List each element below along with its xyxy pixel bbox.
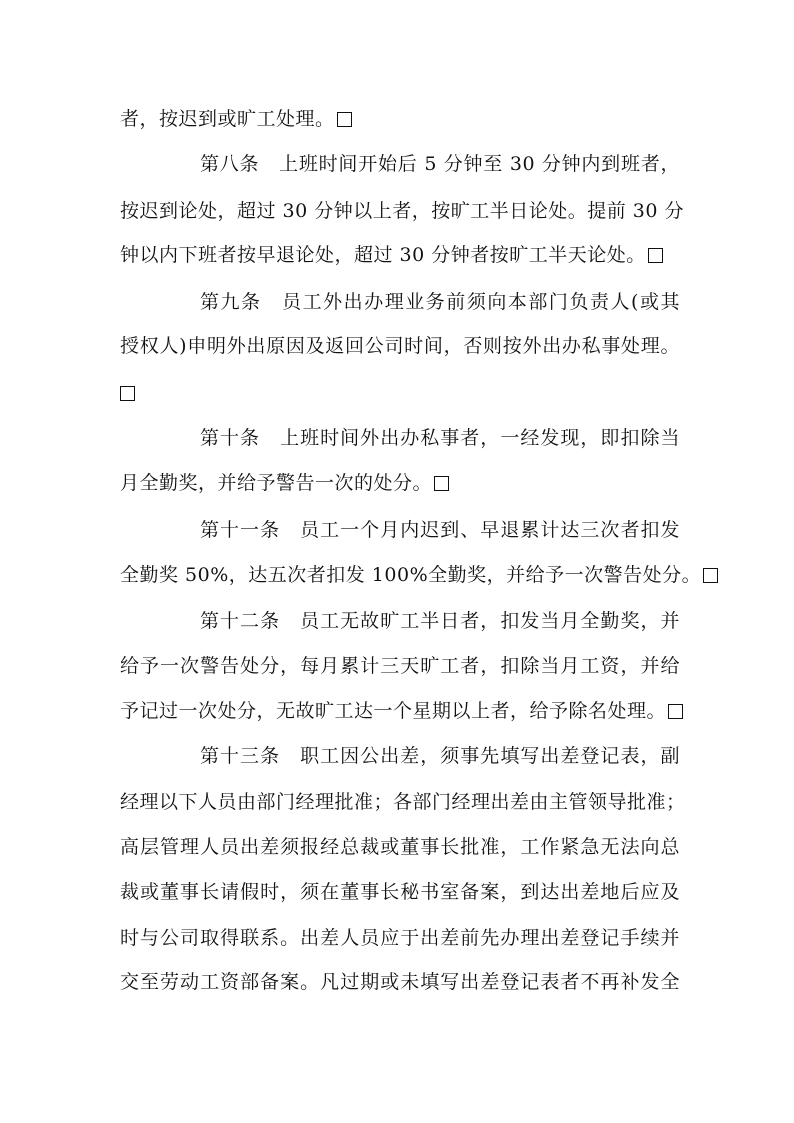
article-8-line: 钟以内下班者按早退论处，超过 30 分钟者按旷工半天论处。 (120, 243, 680, 267)
article-9-line: 第九条 员工外出办理业务前须向本部门负责人(或其 (200, 291, 680, 313)
article-12-line: 给予一次警告处分，每月累计三天旷工者，扣除当月工资，并给 (120, 655, 680, 677)
article-8-line: 按迟到论处，超过 30 分钟以上者，按旷工半日论处。提前 30 分 (120, 200, 685, 222)
article-11-line: 全勤奖 50%，达五次者扣发 100%全勤奖，并给予一次警告处分。 (120, 563, 680, 587)
article-10-line: 月全勤奖，并给予警告一次的处分。 (120, 471, 680, 495)
article-12-line: 第十二条 员工无故旷工半日者，扣发当月全勤奖，并 (200, 610, 680, 632)
article-10-line: 第十条 上班时间外出办私事者，一经发现，即扣除当 (200, 427, 680, 449)
article-13-line: 裁或董事长请假时，须在董事长秘书室备案，到达出差地后应及 (120, 881, 680, 903)
article-13-line: 交至劳动工资部备案。凡过期或未填写出差登记表者不再补发全 (120, 971, 680, 993)
article-13-line: 时与公司取得联系。出差人员应于出差前先办理出差登记手续并 (120, 927, 680, 949)
checkbox-placeholder (434, 476, 449, 491)
article-11-line: 第十一条 员工一个月内迟到、早退累计达三次者扣发 (200, 519, 680, 541)
checkbox-placeholder (668, 704, 683, 719)
article-13-line: 高层管理人员出差须报经总裁或董事长批准，工作紧急无法向总 (120, 836, 680, 858)
paragraph-line: 者，按迟到或旷工处理。 (120, 107, 680, 131)
article-8-line: 第八条 上班时间开始后 5 分钟至 30 分钟内到班者， (200, 153, 680, 175)
checkbox-placeholder (337, 112, 352, 127)
article-12-line: 予记过一次处分，无故旷工达一个星期以上者，给予除名处理。 (120, 699, 680, 723)
checkbox-placeholder (648, 248, 663, 263)
checkbox-placeholder (703, 568, 718, 583)
article-9-line: 授权人)申明外出原因及返回公司时间，否则按外出办私事处理。 (120, 335, 680, 357)
article-9-line (120, 381, 680, 405)
article-13-line: 经理以下人员由部门经理批准；各部门经理出差由主管领导批准； (120, 791, 686, 813)
article-13-line: 第十三条 职工因公出差，须事先填写出差登记表，副 (200, 745, 680, 767)
checkbox-placeholder (120, 386, 135, 401)
